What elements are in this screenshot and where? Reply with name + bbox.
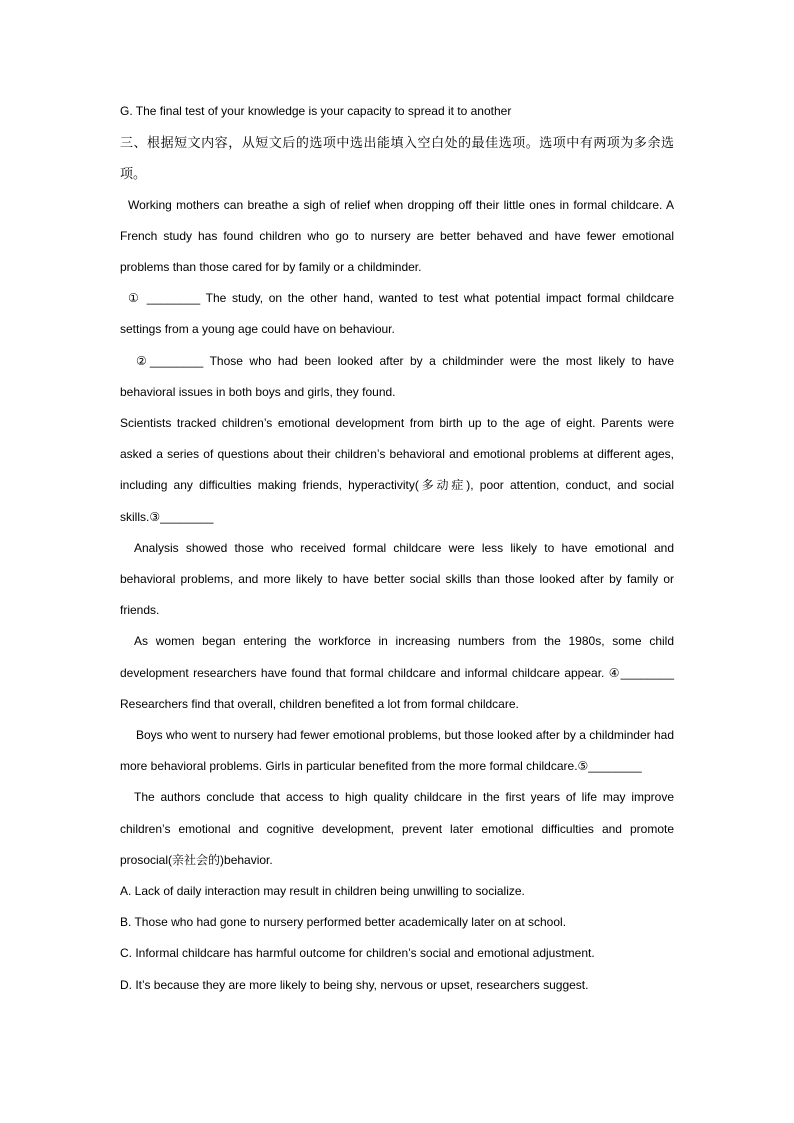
option-b: B. Those who had gone to nursery performed better academically later on at school. <box>120 915 567 930</box>
passage-paragraph-8: The authors conclude that access to high quality childcare in the first years of life may improve children’s emotional and cognitive development, prevent later emotional difficulties and promote prosocial(亲社会的)behavior. <box>120 790 674 867</box>
document-page <box>120 96 674 1001</box>
option-g: G. The final test of your knowledge is your capacity to spread it to another <box>120 104 512 118</box>
passage-paragraph-3: ②________ Those who had been looked after by a childminder were the most likely to have behavioral issues in both boys and girls, they found. <box>120 353 674 399</box>
passage-paragraph-5: Analysis showed those who received formal childcare were less likely to have emotional and behavioral problems, and more likely to have better social skills than those looked after by family or friends. <box>120 540 674 618</box>
option-d: D. It’s because they are more likely to being shy, nervous or upset, researchers suggest. <box>120 977 589 992</box>
option-a: A. Lack of daily interaction may result in children being unwilling to socialize. <box>120 884 525 899</box>
passage-paragraph-1: Working mothers can breathe a sigh of relief when dropping off their little ones in formal childcare. A French study has found children who go to nursery are better behaved and have fewer emotional problems than those cared for by family or a childminder. <box>120 197 674 275</box>
section-instructions: 三、根据短文内容，从短文后的选项中选出能填入空白处的最佳选项。选项中有两项为多余选项。 <box>120 135 674 182</box>
option-c: C. Informal childcare has harmful outcome for children’s social and emotional adjustment. <box>120 946 595 961</box>
passage-paragraph-6: As women began entering the workforce in increasing numbers from the 1980s, some child development researchers have found that formal childcare and informal childcare appear. ④________ Researchers find that overall, children benefited a lot from formal childcare. <box>120 634 674 711</box>
passage-paragraph-7: Boys who went to nursery had fewer emotional problems, but those looked after by a childminder had more behavioral problems. Girls in particular benefited from the more formal childcare.⑤________ <box>120 728 674 774</box>
passage-paragraph-4: Scientists tracked children’s emotional development from birth up to the age of eight. Parents were asked a series of questions about their children’s behavioral and emotional problems at different ages, including any difficulties making friends, hyperactivity(多动症), poor attention, conduct, and social skills.③________ <box>120 416 674 524</box>
passage-paragraph-2: ① ________ The study, on the other hand, wanted to test what potential impact formal childcare settings from a young age could have on behaviour. <box>120 291 674 337</box>
